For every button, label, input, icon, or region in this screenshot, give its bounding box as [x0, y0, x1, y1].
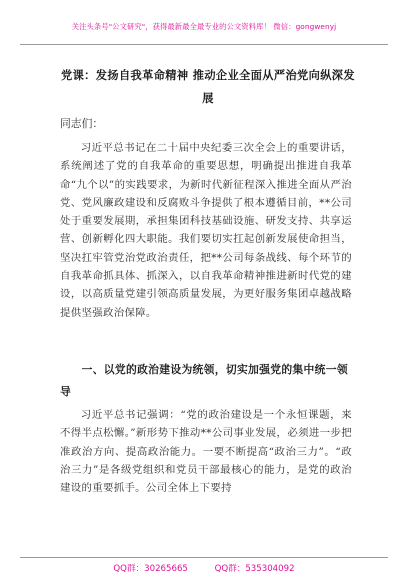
salutation: 同志们：: [60, 117, 104, 130]
document-title: 党课：发扬自我革命精神 推动企业全面从严治党向纵深发展: [61, 68, 355, 105]
header-banner: 关注头条号"公文研究"，获得最新最全最专业的公文资料库！ 微信：gongwenyj: [71, 22, 337, 31]
footer: [0, 562, 408, 574]
body-paragraph-2: 习近平总书记强调：“党的政治建设是一个永恒课题，来不得半点松懈。”新形势下推动**公司事业发展，必须进一步把准政治方向、提高政治能力。一要不断提高“政治三力”。“政治三力”是各级党组织和党员干部最核心的能力，是党的政治建设的重要抓手。公司全体上下要持: [60, 409, 352, 495]
header-divider: [20, 44, 388, 45]
footer-qq-group-1: QQ群：30265665: [113, 564, 188, 574]
section-heading-1: 一、以党的政治建设为统领，切实加强党的集中统一领导: [60, 363, 348, 398]
footer-qq-group-2: QQ群：535304092: [214, 564, 295, 574]
footer-divider: [20, 557, 388, 558]
body-paragraph-1: 习近平总书记在二十届中央纪委三次全会上的重要讲话，系统阐述了党的自我革命的重要思想，明确提出推进自我革命“九个以”的实践要求，为新时代新征程深入推进全面从严治党、党风廉政建设和反腐败斗争提供了根本遵循目前，**公司处于重要发展期，承担集团科技基础设施、研发支持、共享运营、创新孵化四大职能。我们要切实扛起创新发展使命担当，坚决扛牢管党治党政治责任，把**公司每条战线、每个环节的自我革命抓具体、抓深入，以自我革命精神推进新时代党的建设，以高质量党建引领高质量发展，为更好服务集团卓越战略提供坚强政治保障。: [60, 142, 352, 319]
